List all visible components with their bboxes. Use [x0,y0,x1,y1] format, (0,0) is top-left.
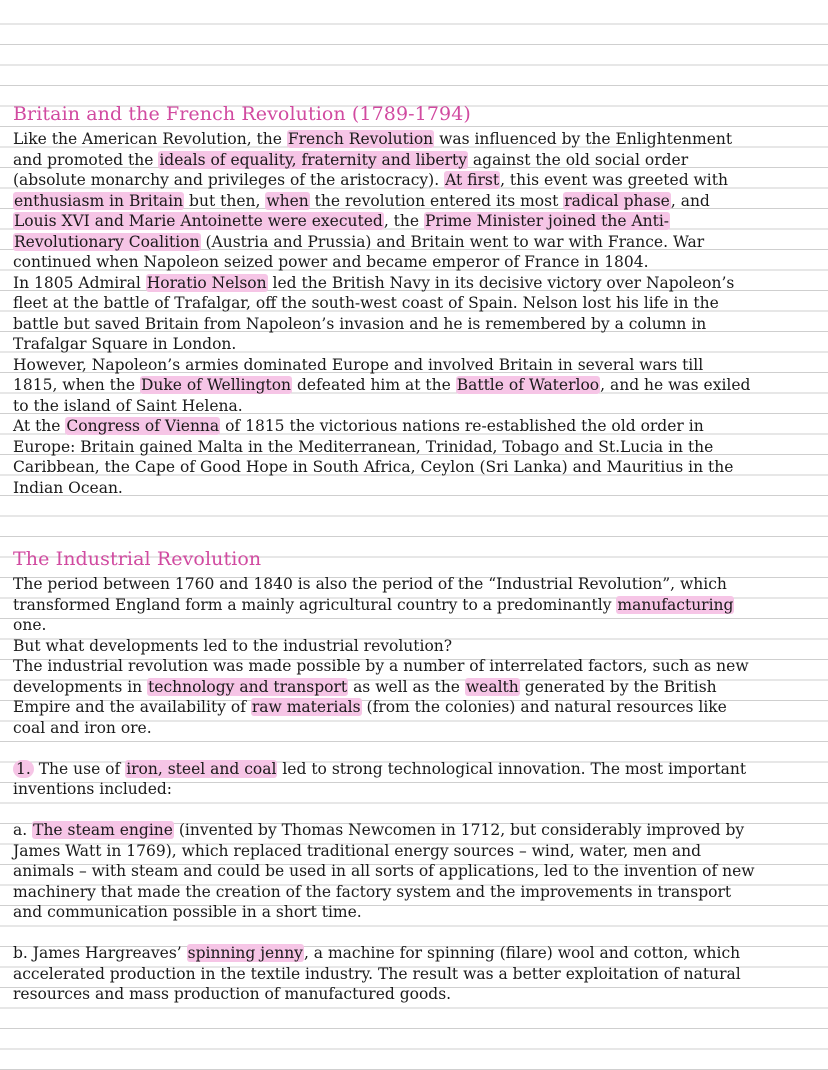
highlighted-text: enthusiasm in Britain [14,191,184,210]
text-line [13,293,824,313]
text-segment: In 1805 Admiral [13,273,146,292]
text-segment: to the island of Saint Helena. [13,396,243,415]
text-line [13,396,824,416]
text-segment: one. [13,616,47,634]
text-segment: (invented by Thomas Newcomen in 1712, but considerably improved by [173,821,745,839]
list-number: 1. [13,760,34,778]
text-segment: against the old social order [468,150,689,169]
highlighted-text: Horatio Nelson [146,273,267,292]
text-segment: However, Napoleon’s armies dominated Europe and involved Britain in several wars till [13,355,704,374]
text-segment: developments in [13,677,148,696]
text-line [13,984,824,1004]
text-segment: was influenced by the Enlightenment [434,130,733,148]
text-segment: At the [13,417,66,435]
highlighted-text: The steam engine [33,821,173,839]
text-segment: , a machine for spinning (filare) wool and cotton, which [303,944,741,962]
text-line [13,841,824,861]
text-line [13,232,824,252]
text-segment: The industrial revolution was made possible by a number of interrelated factors, such as new [13,657,749,675]
text-segment: led to strong technological innovation. The most important [277,759,747,778]
text-segment: defeated him at the [292,376,456,394]
text-line [13,636,824,656]
text-line [13,574,824,594]
highlighted-text: French Revolution [287,130,434,148]
text-line [13,478,824,498]
text-line [13,252,824,272]
text-segment: Europe: Britain gained Malta in the Mediterranean, Trinidad, Tobago and St.Lucia in the [13,437,714,456]
highlighted-text: ideals of equality, fraternity and liberty [159,150,467,169]
text-segment: and promoted the [13,150,159,169]
text-segment: b. James Hargreaves’ [13,944,187,962]
text-line [13,964,824,984]
text-line [13,779,824,799]
text-segment: battle but saved Britain from Napoleon’s invasion and he is remembered by a column in [13,314,707,333]
text-line [13,718,824,738]
highlighted-text: manufacturing [617,595,734,614]
text-segment: , and [670,191,710,210]
text-line [13,416,824,436]
text-line [13,273,824,293]
text-segment: Indian Ocean. [13,478,123,497]
highlighted-text: when [266,191,309,210]
text-segment: (absolute monarchy and privileges of the aristocracy). [13,171,445,189]
text-segment: The use of [33,759,126,778]
text-segment: (Austria and Prussia) and Britain went to war with France. War [200,232,705,251]
text-segment: inventions included: [13,780,173,798]
highlighted-text: Prime Minister joined the Anti- [424,212,670,230]
text-line [13,656,824,676]
text-segment: Caribbean, the Cape of Good Hope in South Africa, Ceylon (Sri Lanka) and Mauritius in the [13,458,734,476]
text-line [13,375,824,395]
text-segment: continued when Napoleon seized power and became emperor of France in 1804. [13,253,649,271]
text-segment: Like the American Revolution, the [13,130,287,148]
text-line [13,170,824,190]
text-line [13,211,824,231]
highlighted-text: Revolutionary Coalition [14,232,200,251]
text-segment: the revolution entered its most [309,191,564,210]
text-line [13,314,824,334]
highlighted-text: Duke of Wellington [140,376,292,394]
text-segment: , the [383,212,424,230]
highlighted-text: Louis XVI and Marie Antoinette were executed [14,212,383,230]
text-segment: a. [13,821,33,839]
text-line [13,437,824,457]
section-title-industrial-revolution: The Industrial Revolution [13,548,262,570]
highlighted-text: Battle of Waterloo [456,376,600,394]
text-line [13,150,824,170]
text-segment: of 1815 the victorious nations re-established the old order in [220,417,704,435]
text-segment: (from the colonies) and natural resources like [361,698,727,716]
text-segment: The period between 1760 and 1840 is also the period of the “Industrial Revolution”, which [13,575,727,593]
text-segment: Empire and the availability of [13,698,251,716]
text-segment: 1815, when the [13,376,140,394]
highlighted-text: At first [445,171,500,189]
text-line [13,334,824,354]
highlighted-text: iron, steel and coal [126,759,277,778]
text-line [13,615,824,635]
text-line [13,882,824,902]
text-line [13,902,824,922]
text-segment: , and he was exiled [600,376,751,394]
text-segment: but then, [184,191,266,210]
highlighted-text: spinning jenny [187,944,303,962]
text-segment: But what developments led to the industrial revolution? [13,636,453,655]
text-line [13,677,824,697]
text-line [13,759,824,779]
highlighted-text: radical phase [564,191,670,210]
text-segment: James Watt in 1769), which replaced traditional energy sources – wind, water, men and [13,841,702,860]
text-segment: Trafalgar Square in London. [13,335,237,353]
text-line [13,191,824,211]
section-title-french-revolution: Britain and the French Revolution (1789-1794) [13,103,471,125]
highlighted-text: Congress of Vienna [66,417,220,435]
text-line [13,595,824,615]
highlighted-text: wealth [465,677,519,696]
text-segment: and communication possible in a short time. [13,903,362,921]
text-line [13,355,824,375]
highlighted-text: raw materials [251,698,361,716]
text-line [13,129,824,149]
text-line [13,820,824,840]
text-segment: , this event was greeted with [500,171,728,189]
text-segment: led the British Navy in its decisive victory over Napoleon’s [267,273,735,292]
text-line [13,861,824,881]
highlighted-text: technology and transport [148,677,348,696]
text-segment: fleet at the battle of Trafalgar, off the south-west coast of Spain. Nelson lost his life in the [13,294,719,312]
text-segment: animals – with steam and could be used in all sorts of applications, led to the invention of new [13,862,755,880]
text-segment: resources and mass production of manufactured goods. [13,985,452,1003]
text-line [13,943,824,963]
text-segment: coal and iron ore. [13,718,152,737]
text-segment: machinery that made the creation of the factory system and the improvements in transport [13,882,732,901]
text-segment: generated by the British [519,677,717,696]
text-segment: accelerated production in the textile industry. The result was a better exploitation of natural [13,964,741,983]
text-line [13,697,824,717]
text-line [13,457,824,477]
text-segment: as well as the [348,677,465,696]
text-segment: transformed England form a mainly agricultural country to a predominantly [13,595,617,614]
